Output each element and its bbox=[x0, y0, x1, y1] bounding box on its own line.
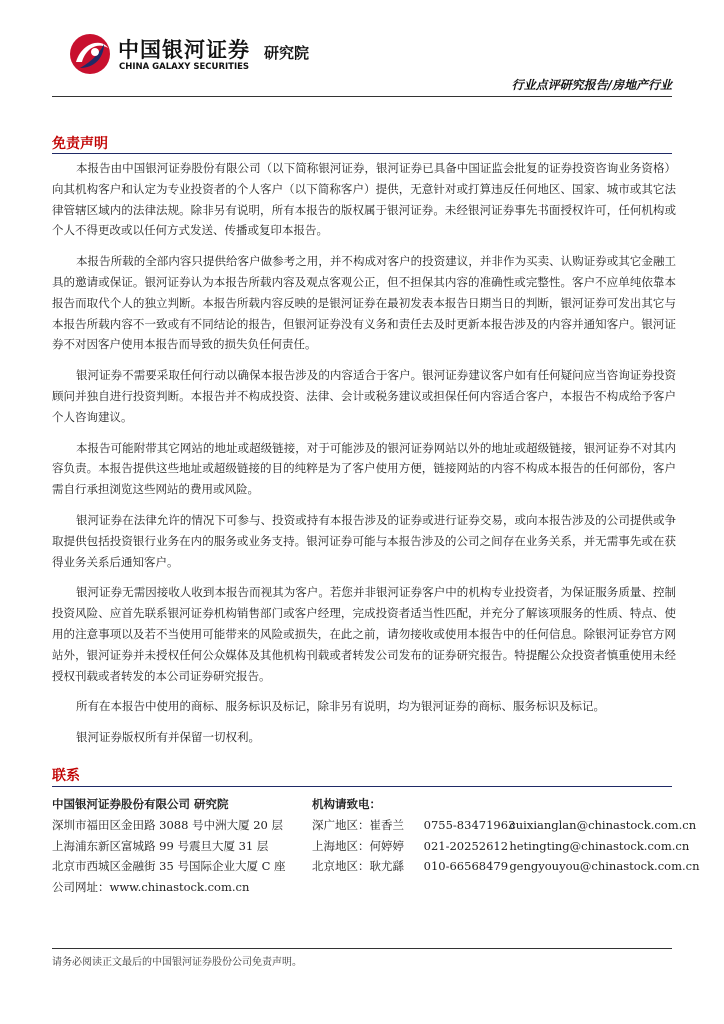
sales-contact-row bbox=[312, 836, 690, 857]
footer-note: 请务必阅读正文最后的中国银河证券股份公司免责声明。 bbox=[52, 957, 302, 968]
sales-contact-row bbox=[312, 856, 700, 877]
sales-region: 深广地区：崔香兰 bbox=[312, 817, 404, 832]
sales-email[interactable]: hetingting@chinastock.com.cn bbox=[509, 838, 690, 853]
disclaimer-title: 免责声明 bbox=[52, 136, 108, 152]
company-name: 中国银河证券股份有限公司 研究院 bbox=[52, 797, 229, 811]
company-website[interactable]: 公司网址：www.chinastock.com.cn bbox=[52, 880, 250, 895]
footer-rule bbox=[52, 948, 672, 949]
disclaimer-paragraph: 本报告由中国银河证券股份有限公司（以下简称银河证券，银河证券已具备中国证监会批复的证券投资咨询业务资格）向其机构客户和认定为专业投资者的个人客户（以下简称客户）提供，无意针对或打算违反任何地区、国家、城市或其它法律管辖区域内的法律法规。除非另有说明，所有本报告的版权属于银河证券。未经银河证券事先书面授权许可，任何机构或个人不得更改或以任何方式发送、传播或复印本报告。 bbox=[52, 161, 676, 238]
sales-title: 机构请致电： bbox=[312, 797, 381, 811]
contact-sales-block bbox=[312, 794, 700, 877]
disclaimer-paragraph: 本报告所载的全部内容只提供给客户做参考之用，并不构成对客户的投资建议，并非作为买卖、认购证券或其它金融工具的邀请或保证。银河证券认为本报告所载内容及观点客观公正，但不担保其内容的准确性或完整性。客户不应单纯依靠本报告而取代个人的独立判断。本报告所载内容反映的是银河证券在最初发表本报告日期当日的判断，银河证券可发出其它与本报告所载内容不一致或有不同结论的报告，但银河证券没有义务和责任去及时更新本报告涉及的内容并通知客户。银河证券不对因客户使用本报告而导致的损失负任何责任。 bbox=[52, 254, 676, 352]
address-beijing: 北京市西城区金融街 35 号国际企业大厦 C 座 bbox=[52, 859, 286, 874]
contact-title-rule bbox=[52, 786, 672, 787]
contact-title: 联系 bbox=[52, 768, 80, 784]
sales-region: 北京地区：耿尤繇 bbox=[312, 859, 404, 874]
company-logo bbox=[68, 28, 338, 84]
address-shanghai: 上海浦东新区富城路 99 号震旦大厦 31 层 bbox=[52, 838, 269, 853]
logo-institute: 研究院 bbox=[264, 44, 310, 62]
sales-email[interactable]: cuixianglan@chinastock.com.cn bbox=[509, 817, 697, 832]
disclaimer-paragraph: 所有在本报告中使用的商标、服务标识及标记，除非另有说明，均为银河证券的商标、服务标识及标记。 bbox=[76, 699, 605, 714]
disclaimer-paragraph: 本报告可能附带其它网站的地址或超级链接，对于可能涉及的银河证券网站以外的地址或超级链接，银河证券不对其内容负责。本报告提供这些地址或超级链接的目的纯粹是为了客户使用方便，链接网站的内容不构成本报告的任何部份，客户需自行承担浏览这些网站的费用或风险。 bbox=[52, 440, 676, 497]
sales-phone: 010-66568479 bbox=[423, 859, 509, 874]
sales-region: 上海地区：何婷婷 bbox=[312, 838, 404, 853]
disclaimer-title-rule bbox=[52, 153, 672, 154]
report-type: 行业点评研究报告/房地产行业 bbox=[511, 78, 672, 92]
logo-english-name: CHINA GALAXY SECURITIES bbox=[119, 62, 250, 72]
sales-contact-row bbox=[312, 815, 697, 836]
contact-company-block bbox=[52, 794, 312, 898]
address-shenzhen: 深圳市福田区金田路 3088 号中洲大厦 20 层 bbox=[52, 817, 284, 832]
sales-phone: 0755-83471963 bbox=[423, 817, 516, 832]
sales-email[interactable]: gengyouyou@chinastock.com.cn bbox=[509, 859, 700, 874]
disclaimer-paragraph: 银河证券在法律允许的情况下可参与、投资或持有本报告涉及的证券或进行证券交易，或向本报告涉及的公司提供或争取提供包括投资银行业务在内的服务或业务支持。银河证券可能与本报告涉及的公司之间存在业务关系，并无需事先或在获得业务关系后通知客户。 bbox=[52, 512, 676, 569]
sales-phone: 021-20252612 bbox=[423, 838, 509, 853]
logo-chinese-name: 中国银河证券 bbox=[118, 38, 250, 62]
disclaimer-paragraph: 银河证券不需要采取任何行动以确保本报告涉及的内容适合于客户。银河证券建议客户如有任何疑问应当咨询证券投资顾问并独自进行投资判断。本报告并不构成投资、法律、会计或税务建议或担保任何内容适合客户，本报告不构成给予客户个人咨询建议。 bbox=[52, 368, 676, 424]
disclaimer-paragraph: 银河证券版权所有并保留一切权利。 bbox=[76, 730, 260, 745]
galaxy-swirl-logo-icon bbox=[68, 32, 112, 76]
disclaimer-paragraph: 银河证券无需因接收人收到本报告而视其为客户。若您并非银河证券客户中的机构专业投资者，为保证服务质量、控制投资风险、应首先联系银河证券机构销售部门或客户经理，完成投资者适当性匹配，并充分了解该项服务的性质、特点、使用的注意事项以及若不当使用可能带来的风险或损失，在此之前，请勿接收或使用本报告中的任何信息。除银河证券官方网站外，银河证券并未授权任何公众媒体及其他机构刊载或者转发公司发布的证券研究报告。特提醒公众投资者慎重使用未经授权刊载或者转发的本公司证券研究报告。 bbox=[52, 585, 676, 683]
disclaimer-body bbox=[52, 158, 676, 758]
header-rule bbox=[52, 96, 672, 97]
